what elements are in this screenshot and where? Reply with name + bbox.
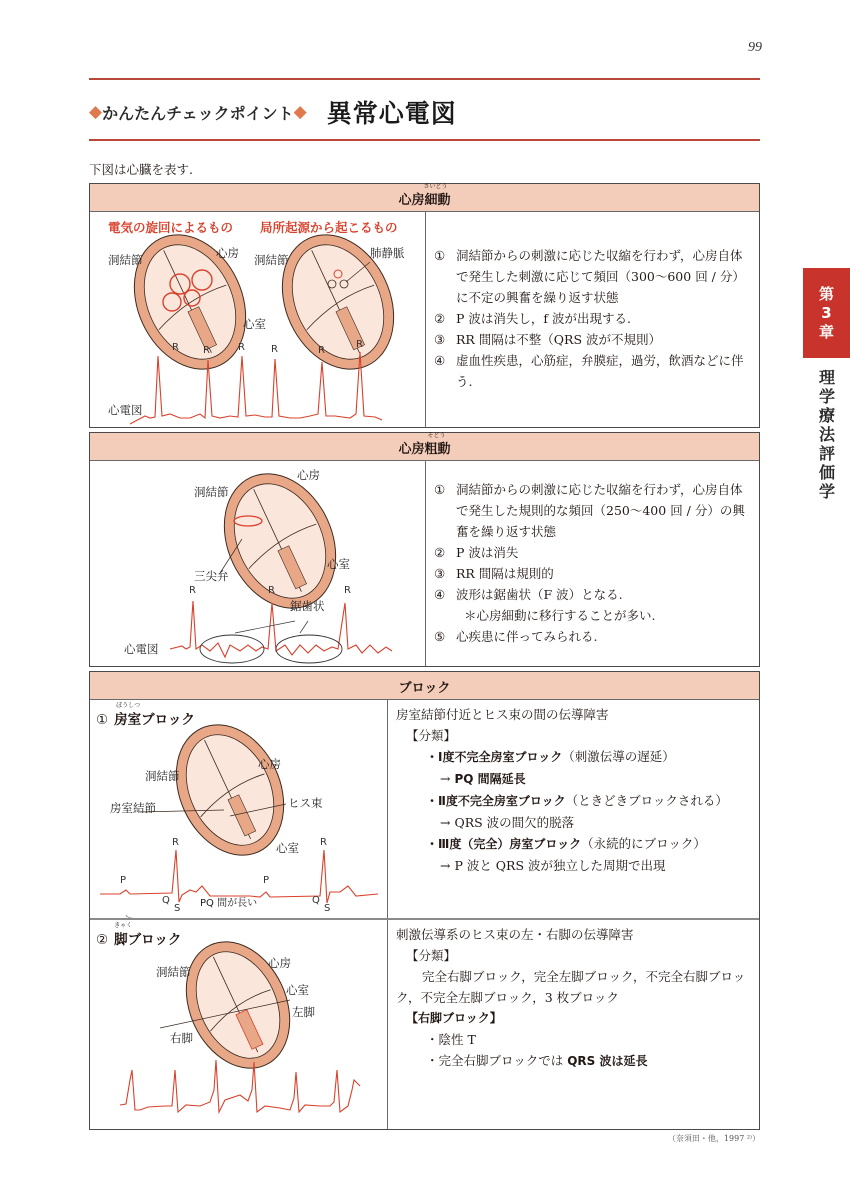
diamond-icon: ◆ (293, 102, 307, 122)
svg-text:R: R (189, 585, 196, 596)
intro-text: 下図は心臓を表す. (89, 162, 193, 177)
item-number: ② (434, 311, 446, 326)
ruby-text: そどう (427, 432, 446, 439)
normal-text: P 波と QRS 波が独立した周期で出現 (454, 858, 666, 873)
degree-3-result (396, 855, 751, 876)
degree-2-result (396, 812, 751, 833)
item-text: 心疾患に伴ってみられる. (456, 629, 598, 644)
item-text: P 波は消失 (456, 545, 519, 560)
label-atrium: 心房 (297, 468, 320, 482)
item-number: ② (96, 932, 109, 948)
class-text: 完全右脚ブロック，完全左脚ブロック，不完全右脚ブロック，不完全左脚ブロック，3 枚ブロック (396, 969, 746, 1005)
ruby-text: さいどう (423, 183, 448, 190)
svg-text:R: R (268, 585, 275, 596)
af-section (89, 183, 760, 428)
label-ventricle: 心室 (243, 317, 266, 331)
title-text: 房室ブロック (114, 712, 195, 728)
item-number: ④ (434, 587, 446, 602)
list-item (434, 584, 751, 605)
item-text: 虚血性疾患，心筋症，弁膜症，過労，飲酒などに伴う. (456, 353, 744, 389)
bbb-desc: 刺激伝導系のヒス束の左・右脚の伝導障害 (396, 927, 634, 942)
label-ventricle: 心室 (327, 557, 350, 571)
av-block-description (388, 700, 759, 918)
label-atrium: 心房 (258, 757, 281, 771)
item-number: ① (434, 248, 446, 263)
normal-text: （刺激伝導の遅延） (562, 749, 675, 764)
chapter-char: 章 (818, 322, 834, 341)
svg-text:S: S (174, 903, 181, 914)
label-ecg: 心電図 (124, 642, 159, 656)
caption-reentry: 電気の旋回によるもの (108, 220, 234, 235)
label-his-bundle: ヒス束 (288, 796, 323, 810)
page-title: 異常心電図 (326, 99, 457, 128)
label-right-bundle: 右脚 (170, 1031, 193, 1045)
label-sawtooth: 鋸歯状 (290, 599, 325, 613)
ruby-text: きゃく (114, 922, 133, 929)
class-label: 【分類】 (406, 948, 457, 963)
item-text: 洞結節からの刺激に応じた収縮を行わず，心房自体で発生した刺激に応じて頻回（300〜600 回 / 分）に不定の興奮を繰り返す状態 (456, 248, 745, 305)
label-av-node: 房室結節 (110, 801, 156, 815)
chapter-subject (812, 368, 842, 501)
subject-char: 療 (818, 406, 835, 425)
caption-ectopic: 局所起源から起こるもの (260, 220, 398, 235)
label-sa-node: 洞結節 (108, 253, 143, 267)
item-number: ⑤ (434, 629, 446, 644)
normal-text: ・完全右脚ブロックでは (426, 1053, 568, 1068)
title-rule (89, 139, 760, 141)
arrow-icon: → (440, 815, 455, 830)
svg-text:R: R (172, 342, 179, 353)
block-header (90, 672, 759, 700)
svg-text:R: R (318, 345, 325, 356)
label-atrium: 心房 (216, 246, 239, 260)
normal-text: （ときどきブロックされる） (565, 793, 728, 808)
item-text: RR 間隔は規則的 (456, 566, 554, 581)
af-figure (90, 212, 426, 427)
degree-1 (396, 746, 751, 768)
item-number (434, 605, 456, 626)
label-sa-node: 洞結節 (194, 485, 229, 499)
svg-text:R: R (356, 339, 363, 350)
label-pq-long: PQ 間が長い (200, 898, 258, 909)
item-text: ＊心房細動に移行することが多い. (464, 608, 656, 623)
subject-char: 理 (818, 368, 835, 387)
label-ventricle: 心室 (286, 983, 309, 997)
av-desc: 房室結節付近とヒス束の間の伝導障害 (396, 707, 609, 722)
svg-text:R: R (320, 837, 327, 848)
degree-3 (396, 833, 751, 855)
item-text: P 波は消失し，f 波が出現する. (456, 311, 631, 326)
rbbb-item (396, 1029, 751, 1050)
citation: （奈須田・他，1997 ²⁾） (667, 1134, 760, 1143)
item-number: ① (96, 712, 109, 728)
svg-text:Q: Q (162, 895, 170, 906)
normal-text: （永続的にブロック） (581, 836, 706, 851)
degree-1-result (396, 768, 751, 790)
bbb-description (388, 920, 759, 1129)
svg-text:R: R (344, 585, 351, 596)
title-text: 脚ブロック (114, 932, 182, 948)
svg-text:R: R (238, 342, 245, 353)
list-item (434, 245, 751, 308)
svg-text:Q: Q (312, 895, 320, 906)
svg-text:R: R (271, 344, 278, 355)
top-rule (89, 78, 760, 80)
label-sa-node: 洞結節 (156, 965, 191, 979)
list-item (434, 479, 751, 542)
list-item (434, 626, 751, 647)
arrow-icon: → (440, 771, 455, 786)
degree-2 (396, 790, 751, 812)
list-item (434, 542, 751, 563)
item-text: 洞結節からの刺激に応じた収縮を行わず，心房自体で発生した規則的な頻回（250〜400 回 / 分）の興奮を繰り返す状態 (456, 482, 745, 539)
item-text: RR 間隔は不整（QRS 波が不規則） (456, 332, 661, 347)
svg-text:R: R (203, 345, 210, 356)
class-label: 【分類】 (406, 728, 457, 743)
bold-text: ・Ⅰ度不完全房室ブロック (426, 750, 563, 764)
bold-text: PQ 間隔延長 (454, 772, 526, 786)
afl-header-text: 心房粗動 (398, 442, 451, 457)
page-number: 99 (748, 40, 762, 55)
kicker (89, 101, 307, 124)
svg-text:P: P (263, 875, 270, 886)
af-header-text: 心房細動 (398, 193, 451, 208)
block-section (89, 671, 760, 1130)
afl-description (426, 461, 759, 666)
list-item (434, 308, 751, 329)
normal-text: QRS 波の間欠的脱落 (454, 815, 575, 830)
label-ecg: 心電図 (108, 403, 143, 417)
chapter-char: 3 (821, 303, 832, 322)
afl-section (89, 432, 760, 667)
af-header (90, 184, 759, 212)
bold-text: QRS 波は延長 (567, 1054, 648, 1068)
list-item (434, 329, 751, 350)
subject-char: 価 (818, 463, 835, 482)
af-description (426, 212, 759, 427)
chapter-char: 第 (818, 284, 834, 303)
kicker-text: かんたんチェックポイント (102, 103, 294, 123)
arrow-icon: → (440, 858, 455, 873)
item-number: ③ (434, 566, 446, 581)
item-number: ③ (434, 332, 446, 347)
rbbb-item (396, 1050, 751, 1072)
block-header-text: ブロック (398, 681, 451, 696)
rbbb-label: 【右脚ブロック】 (406, 1011, 502, 1025)
subject-char: 学 (818, 387, 835, 406)
item-number: ① (434, 482, 446, 497)
subject-char: 学 (818, 482, 835, 501)
svg-text:P: P (120, 875, 127, 886)
label-tricuspid: 三尖弁 (194, 569, 229, 583)
diamond-icon: ◆ (89, 102, 103, 122)
heart-diagram (90, 461, 426, 666)
label-atrium: 心房 (268, 956, 291, 970)
svg-text:R: R (172, 837, 179, 848)
label-sa-node: 洞結節 (254, 253, 289, 267)
bbb-figure (90, 920, 388, 1129)
av-block-figure (90, 700, 388, 918)
afl-figure (90, 461, 426, 666)
bold-text: ・Ⅲ度（完全）房室ブロック (426, 837, 582, 851)
list-item-note (434, 605, 751, 626)
label-sa-node: 洞結節 (145, 769, 180, 783)
label-left-bundle: 左脚 (292, 1005, 315, 1019)
heart-diagram (90, 920, 388, 1129)
ruby-text: ぼうしつ (116, 702, 141, 709)
normal-text: ・陰性 T (426, 1032, 476, 1047)
page-title-row (89, 94, 760, 130)
list-item (434, 350, 751, 392)
item-number: ② (434, 545, 446, 560)
item-number: ④ (434, 353, 446, 368)
bold-text: ・Ⅱ度不完全房室ブロック (426, 794, 566, 808)
list-item (434, 563, 751, 584)
label-pulmonary-vein: 肺静脈 (370, 246, 405, 260)
svg-text:S: S (324, 903, 331, 914)
afl-header (90, 433, 759, 461)
chapter-tab[interactable] (803, 268, 850, 358)
item-text: 波形は鋸歯状（F 波）となる. (456, 587, 623, 602)
subject-char: 評 (818, 444, 835, 463)
subject-char: 法 (818, 425, 835, 444)
label-ventricle: 心室 (276, 841, 299, 855)
